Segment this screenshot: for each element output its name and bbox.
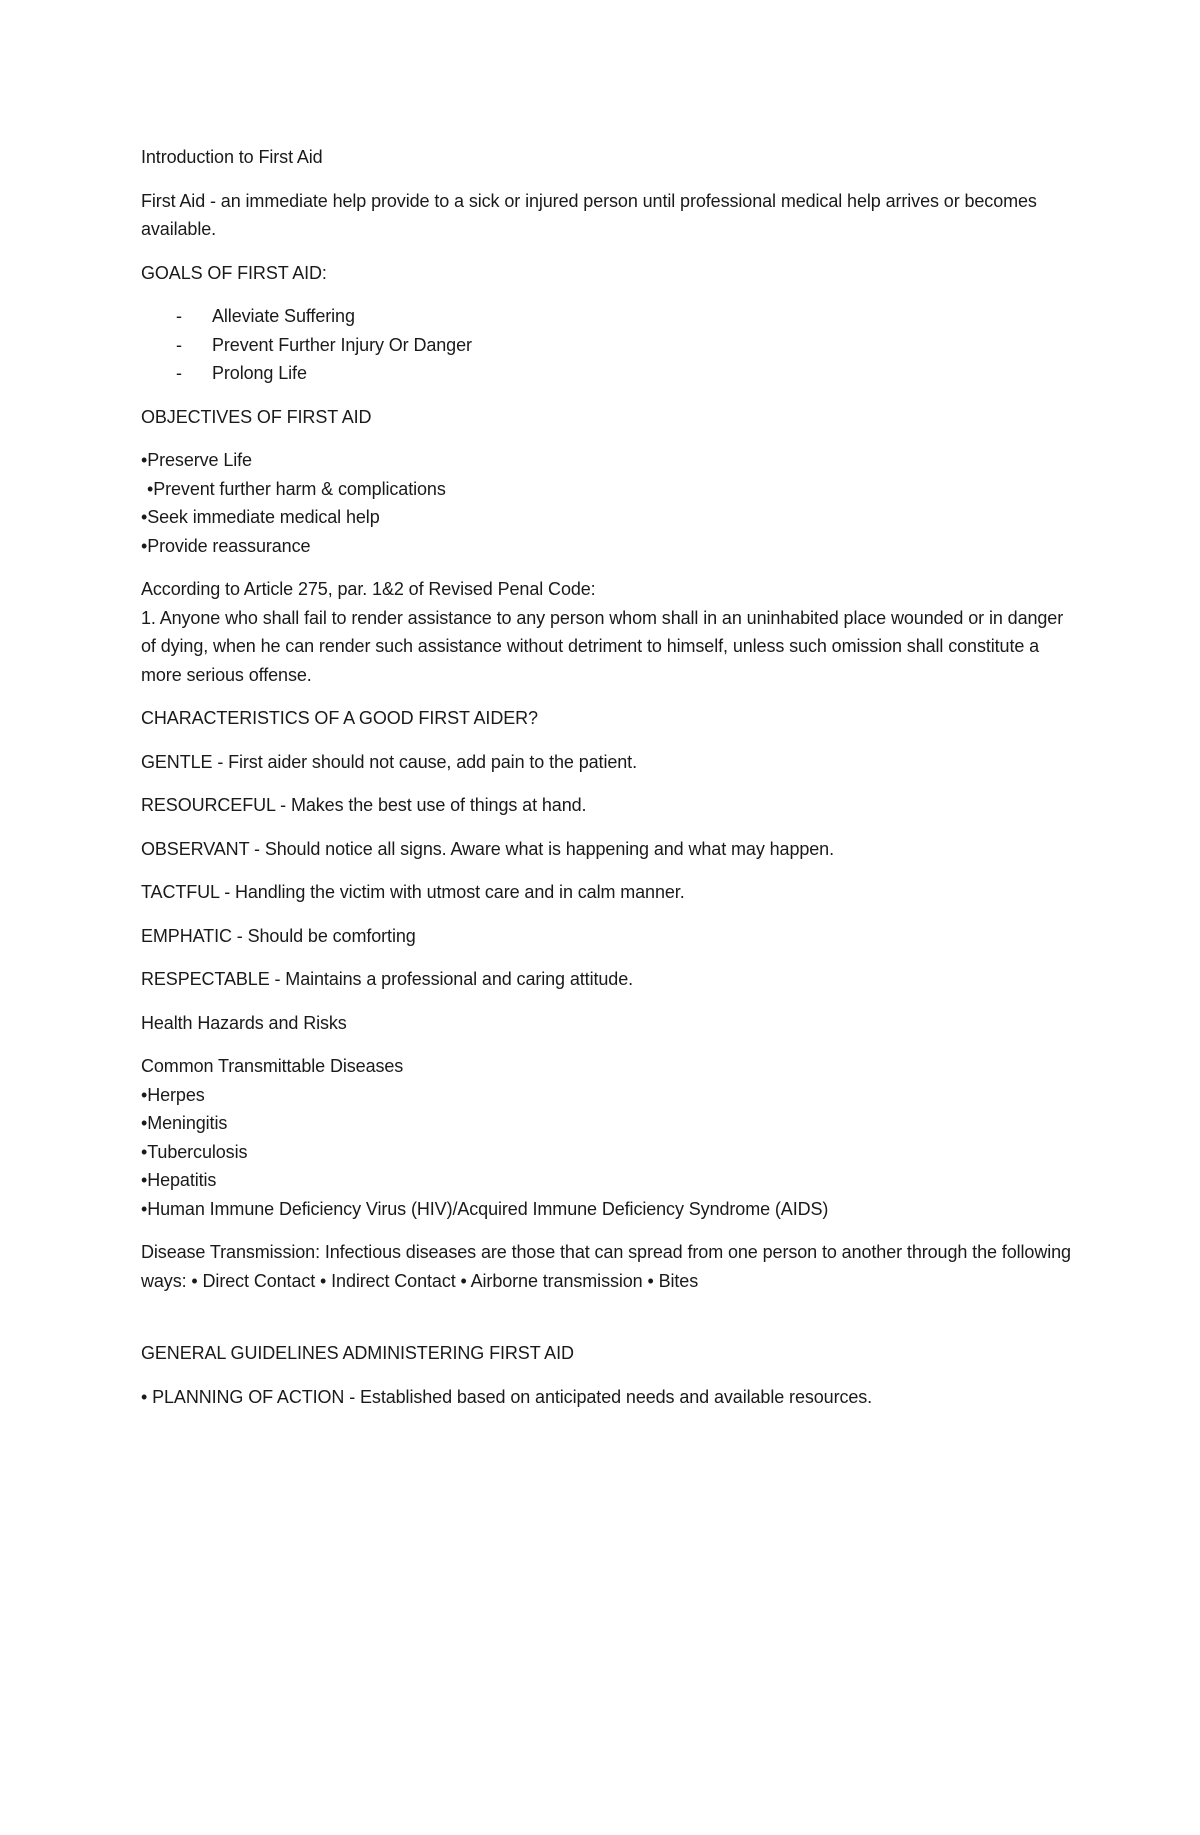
disease-item: •Hepatitis <box>141 1170 217 1190</box>
disease-item: •Meningitis <box>141 1113 228 1133</box>
characteristic-tactful: TACTFUL - Handling the victim with utmost care and in calm manner. <box>141 882 685 902</box>
characteristic-respectable: RESPECTABLE - Maintains a professional and caring attitude. <box>141 969 634 989</box>
goals-list <box>141 302 1071 388</box>
list-dash-marker: - <box>176 306 182 326</box>
objectives-item: •Provide reassurance <box>141 535 311 556</box>
characteristic-gentle: GENTLE - First aider should not cause, add pain to the patient. <box>141 751 637 772</box>
objectives-heading: OBJECTIVES OF FIRST AID <box>141 406 372 427</box>
hazards-heading: Health Hazards and Risks <box>141 1012 347 1033</box>
objectives-item: •Preserve Life <box>141 450 252 470</box>
diseases-heading: Common Transmittable Diseases <box>141 1056 404 1076</box>
characteristic-resourceful: RESOURCEFUL - Makes the best use of things at hand. <box>141 795 587 815</box>
goals-item-text: Alleviate Suffering <box>212 306 355 326</box>
goals-item <box>141 302 1071 331</box>
characteristics-heading: CHARACTERISTICS OF A GOOD FIRST AIDER? <box>141 708 538 728</box>
guidelines-heading: GENERAL GUIDELINES ADMINISTERING FIRST AID <box>141 1343 574 1363</box>
goals-item <box>141 331 1071 360</box>
objectives-item: •Prevent further harm & complications <box>147 478 446 499</box>
objectives-list <box>141 446 1071 560</box>
objectives-item: •Seek immediate medical help <box>141 507 380 527</box>
goals-item <box>141 359 1071 388</box>
disease-item: •Tuberculosis <box>141 1141 248 1162</box>
goals-heading: GOALS OF FIRST AID: <box>141 262 327 283</box>
characteristic-observant: OBSERVANT - Should notice all signs. Aware what is happening and what may happen. <box>141 838 834 859</box>
goals-item-text: Prevent Further Injury Or Danger <box>212 334 472 355</box>
disease-item: •Herpes <box>141 1084 205 1105</box>
guideline-item: • PLANNING OF ACTION - Established based on anticipated needs and available resources. <box>141 1386 873 1407</box>
document-page <box>141 143 1071 1426</box>
document-title: Introduction to First Aid <box>141 147 323 167</box>
list-dash-marker: - <box>176 334 182 355</box>
disease-item: •Human Immune Deficiency Virus (HIV)/Acquired Immune Deficiency Syndrome (AIDS) <box>141 1198 829 1219</box>
article-block <box>141 575 1071 689</box>
list-dash-marker: - <box>176 363 182 383</box>
characteristic-emphatic: EMPHATIC - Should be comforting <box>141 925 416 946</box>
goals-item-text: Prolong Life <box>212 363 307 383</box>
article-heading: According to Article 275, par. 1&2 of Revised Penal Code: <box>141 579 596 599</box>
disease-transmission: Disease Transmission: Infectious diseases are those that can spread from one person to another through the following ways: • Direct Contact • Indirect Contact • Airborne transmission • Bites <box>141 1242 1071 1291</box>
diseases-block <box>141 1052 1071 1223</box>
first-aid-definition: First Aid - an immediate help provide to a sick or injured person until professional medical help arrives or becomes available. <box>141 190 1037 239</box>
article-text: 1. Anyone who shall fail to render assistance to any person whom shall in an uninhabited place wounded or in danger of dying, when he can render such assistance without detriment to himself, unless such omission shall constitute a more serious offense. <box>141 607 1064 685</box>
